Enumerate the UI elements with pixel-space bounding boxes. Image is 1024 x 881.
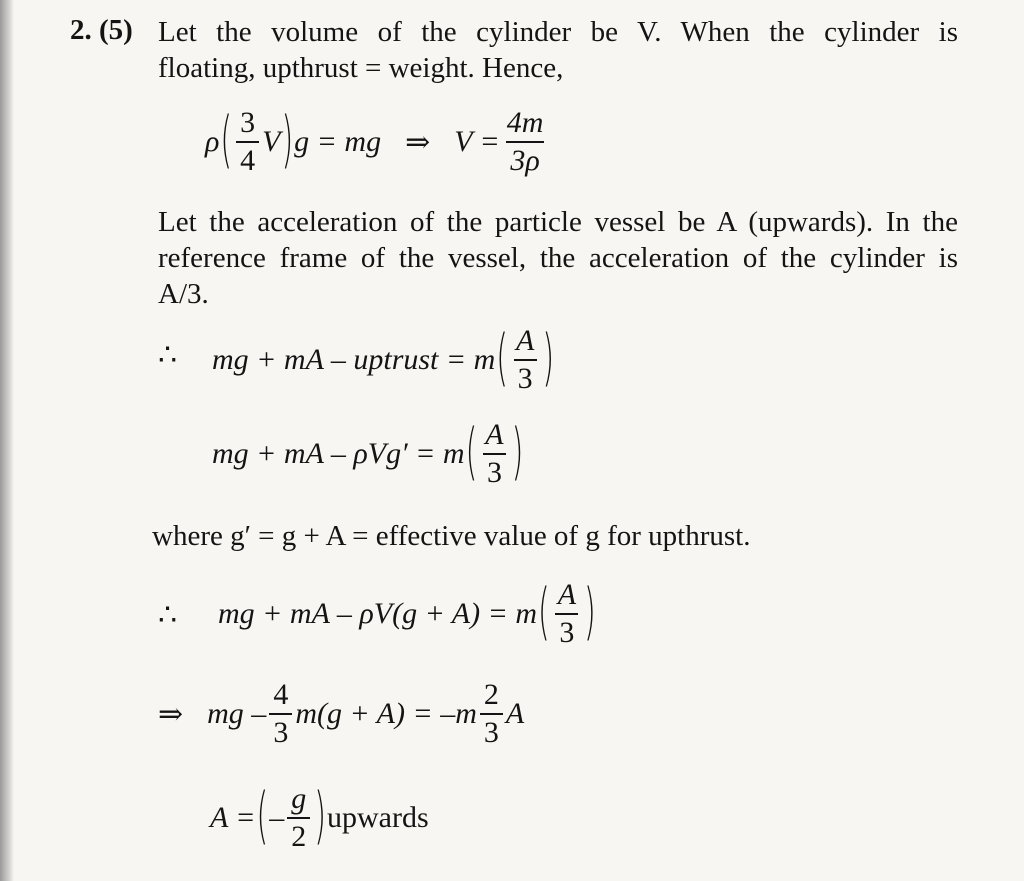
equation-effective-g bbox=[212, 417, 524, 489]
eq1-v: V bbox=[262, 125, 281, 158]
denominator: 3 bbox=[483, 453, 506, 488]
denominator: 3 bbox=[514, 359, 537, 394]
numerator: A bbox=[557, 578, 577, 611]
intro-paragraph bbox=[158, 14, 958, 86]
right-paren: ) bbox=[314, 781, 326, 853]
therefore-symbol: ∴ bbox=[158, 339, 178, 372]
right-paren: ) bbox=[542, 323, 555, 395]
numerator: A bbox=[516, 324, 535, 357]
denominator: 4 bbox=[236, 141, 259, 176]
equation-substituted bbox=[218, 577, 597, 649]
numerator: 3 bbox=[240, 106, 256, 139]
right-paren: ) bbox=[511, 417, 524, 489]
left-paren: ( bbox=[465, 417, 478, 489]
eq3-lhs: mg + mA – ρVg′ = m bbox=[212, 437, 465, 470]
eq5-mid: m(g + A) = –m bbox=[295, 697, 477, 730]
fraction-four-thirds bbox=[269, 680, 292, 748]
fraction-g-half bbox=[287, 784, 310, 852]
equation-simplified bbox=[158, 680, 524, 748]
eq1-rho: ρ bbox=[205, 125, 220, 158]
numerator: 2 bbox=[483, 678, 499, 711]
where-line bbox=[152, 518, 952, 554]
left-paren: ( bbox=[220, 105, 233, 177]
eq6-lhs: A = bbox=[210, 801, 256, 834]
fraction-two-thirds bbox=[480, 680, 503, 748]
para2-line: reference frame of the vessel, the acceleration of the cylinder is bbox=[158, 242, 958, 274]
page-edge bbox=[0, 0, 14, 881]
fraction-three-quarters bbox=[236, 108, 259, 176]
upwards-label: upwards bbox=[326, 801, 429, 834]
fraction-volume bbox=[503, 108, 548, 176]
para2-line: A/3. bbox=[158, 278, 209, 310]
fraction-a-third bbox=[554, 580, 580, 648]
denominator: 3 bbox=[480, 713, 503, 748]
numerator: g bbox=[291, 782, 307, 815]
intro-line: floating, upthrust = weight. Hence, bbox=[158, 52, 564, 84]
question-number: 2. (5) bbox=[70, 14, 133, 46]
left-paren: ( bbox=[496, 323, 509, 395]
eq1-v-equals: V = bbox=[454, 125, 500, 158]
acceleration-paragraph bbox=[158, 204, 958, 312]
therefore-symbol: ∴ bbox=[158, 599, 178, 632]
numerator: 4 bbox=[273, 678, 289, 711]
equation-volume bbox=[205, 105, 550, 177]
eq5-end: A bbox=[505, 697, 525, 730]
eq2-lhs: mg + mA – uptrust = m bbox=[212, 343, 496, 376]
where-text: where g′ = g + A = effective value of g for upthrust. bbox=[152, 520, 751, 552]
denominator: 3 bbox=[555, 613, 578, 648]
minus-sign: – bbox=[269, 801, 285, 834]
eq5-mg: mg – bbox=[207, 697, 267, 730]
denominator: 3 bbox=[269, 713, 292, 748]
equation-uptrust bbox=[212, 323, 555, 395]
right-paren: ) bbox=[584, 577, 596, 649]
fraction-a-third bbox=[481, 420, 507, 488]
denominator: 3ρ bbox=[506, 141, 543, 176]
equation-result bbox=[210, 781, 429, 853]
eq4-lhs: mg + mA – ρV(g + A) = m bbox=[218, 597, 537, 630]
denominator: 2 bbox=[287, 817, 310, 852]
fraction-a-third bbox=[512, 326, 538, 394]
implies-symbol: ⇒ bbox=[405, 125, 431, 159]
eq1-lhs-rest: g = mg bbox=[294, 125, 382, 158]
intro-line: Let the volume of the cylinder be V. When the cylinder is bbox=[158, 16, 958, 48]
numerator: A bbox=[485, 418, 504, 451]
left-paren: ( bbox=[538, 577, 550, 649]
left-paren: ( bbox=[256, 781, 269, 853]
implies-symbol: ⇒ bbox=[158, 697, 184, 731]
right-paren: ) bbox=[281, 105, 294, 177]
para2-line: Let the acceleration of the particle vessel be A (upwards). In the bbox=[158, 206, 958, 238]
numerator: 4m bbox=[506, 106, 544, 139]
